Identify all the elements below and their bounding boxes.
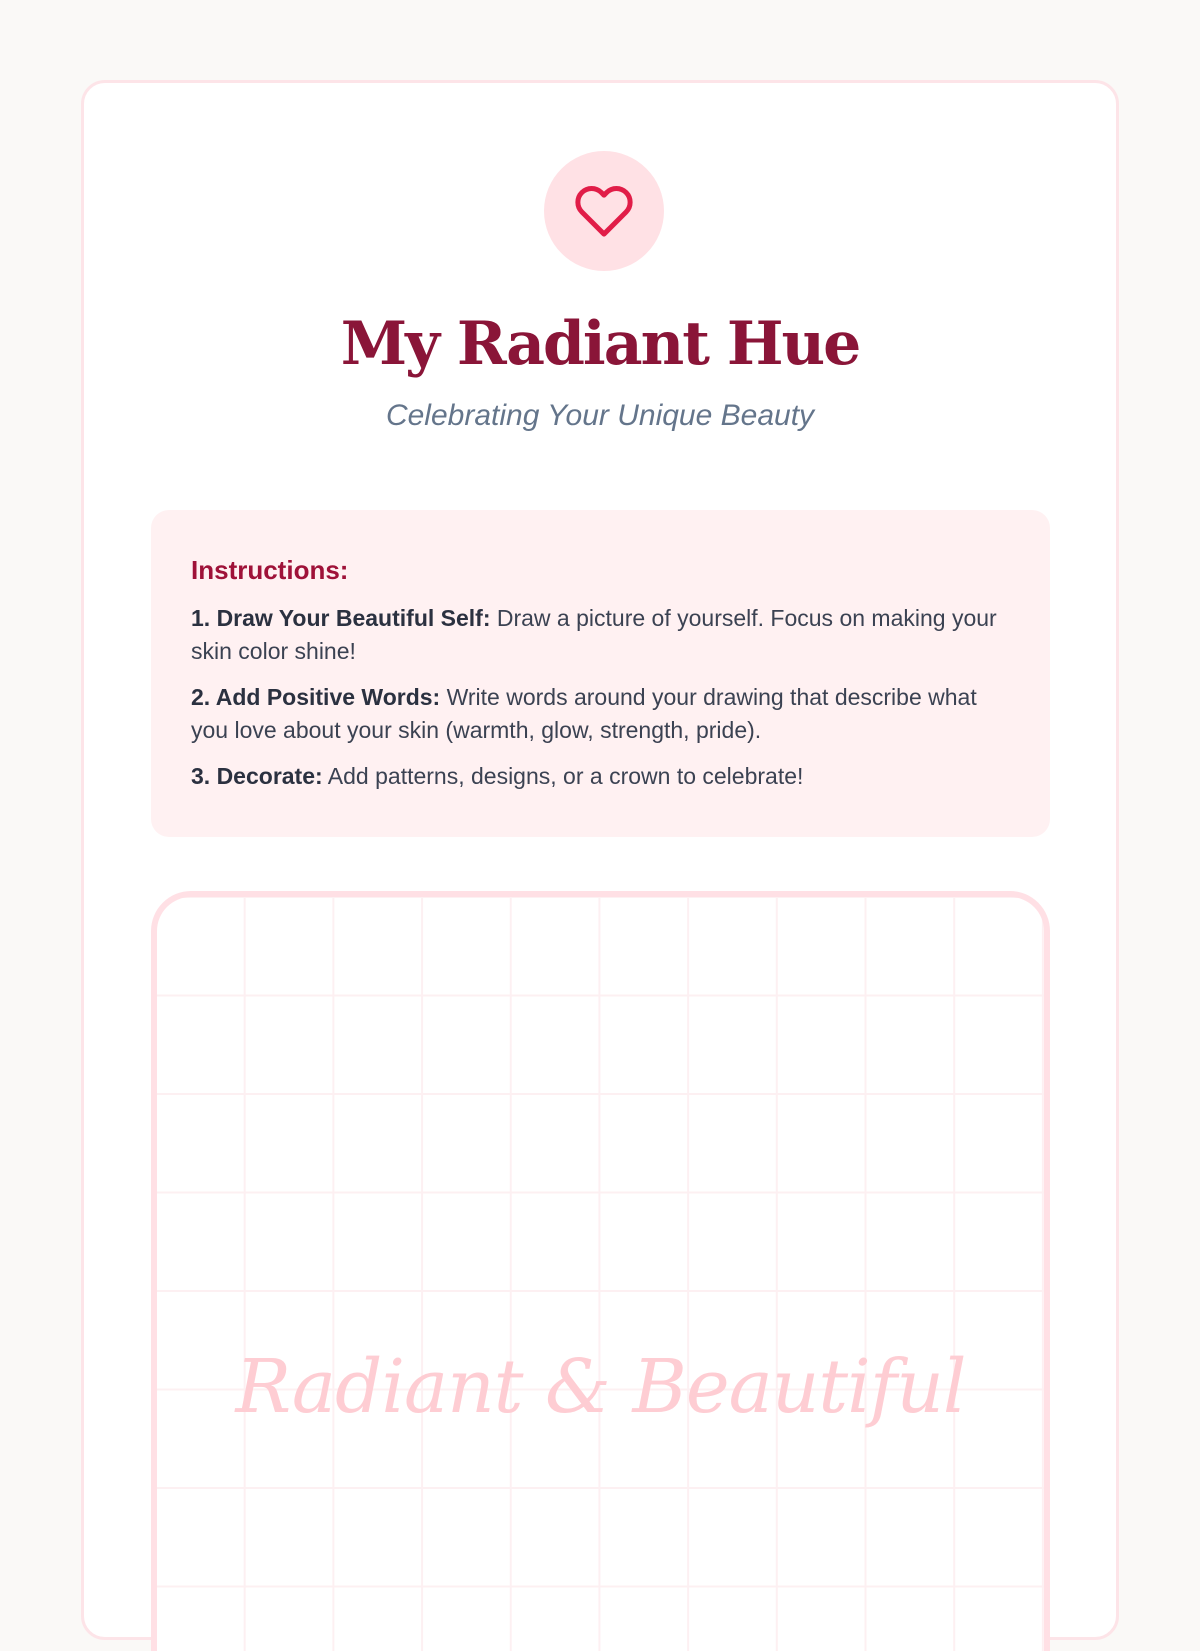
instruction-step-lead: 1. Draw Your Beautiful Self: [191, 605, 491, 631]
worksheet-card [81, 80, 1119, 1640]
instruction-step-lead: 3. Decorate: [191, 763, 323, 789]
instruction-step-lead: 2. Add Positive Words: [191, 684, 441, 710]
instruction-step [191, 681, 1010, 747]
instruction-step [191, 760, 1010, 793]
page-subtitle: Celebrating Your Unique Beauty [385, 399, 815, 432]
heart-icon [572, 181, 636, 241]
heart-badge [544, 151, 664, 271]
instruction-step-text: Draw a picture of yourself. Focus on making your skin color shine! [191, 605, 997, 664]
drawing-watermark: Radiant & Beautiful [235, 1344, 966, 1430]
instructions-box [151, 510, 1050, 837]
instruction-step [191, 602, 1010, 668]
instructions-heading: Instructions: [191, 555, 349, 585]
instruction-step-text: Write words around your drawing that describe what you love about your skin (warmth, glow, strength, pride). [191, 684, 977, 743]
instruction-step-text: Add patterns, designs, or a crown to celebrate! [322, 763, 804, 789]
page-title: My Radiant Hue [340, 309, 860, 379]
drawing-area[interactable] [151, 891, 1050, 1651]
